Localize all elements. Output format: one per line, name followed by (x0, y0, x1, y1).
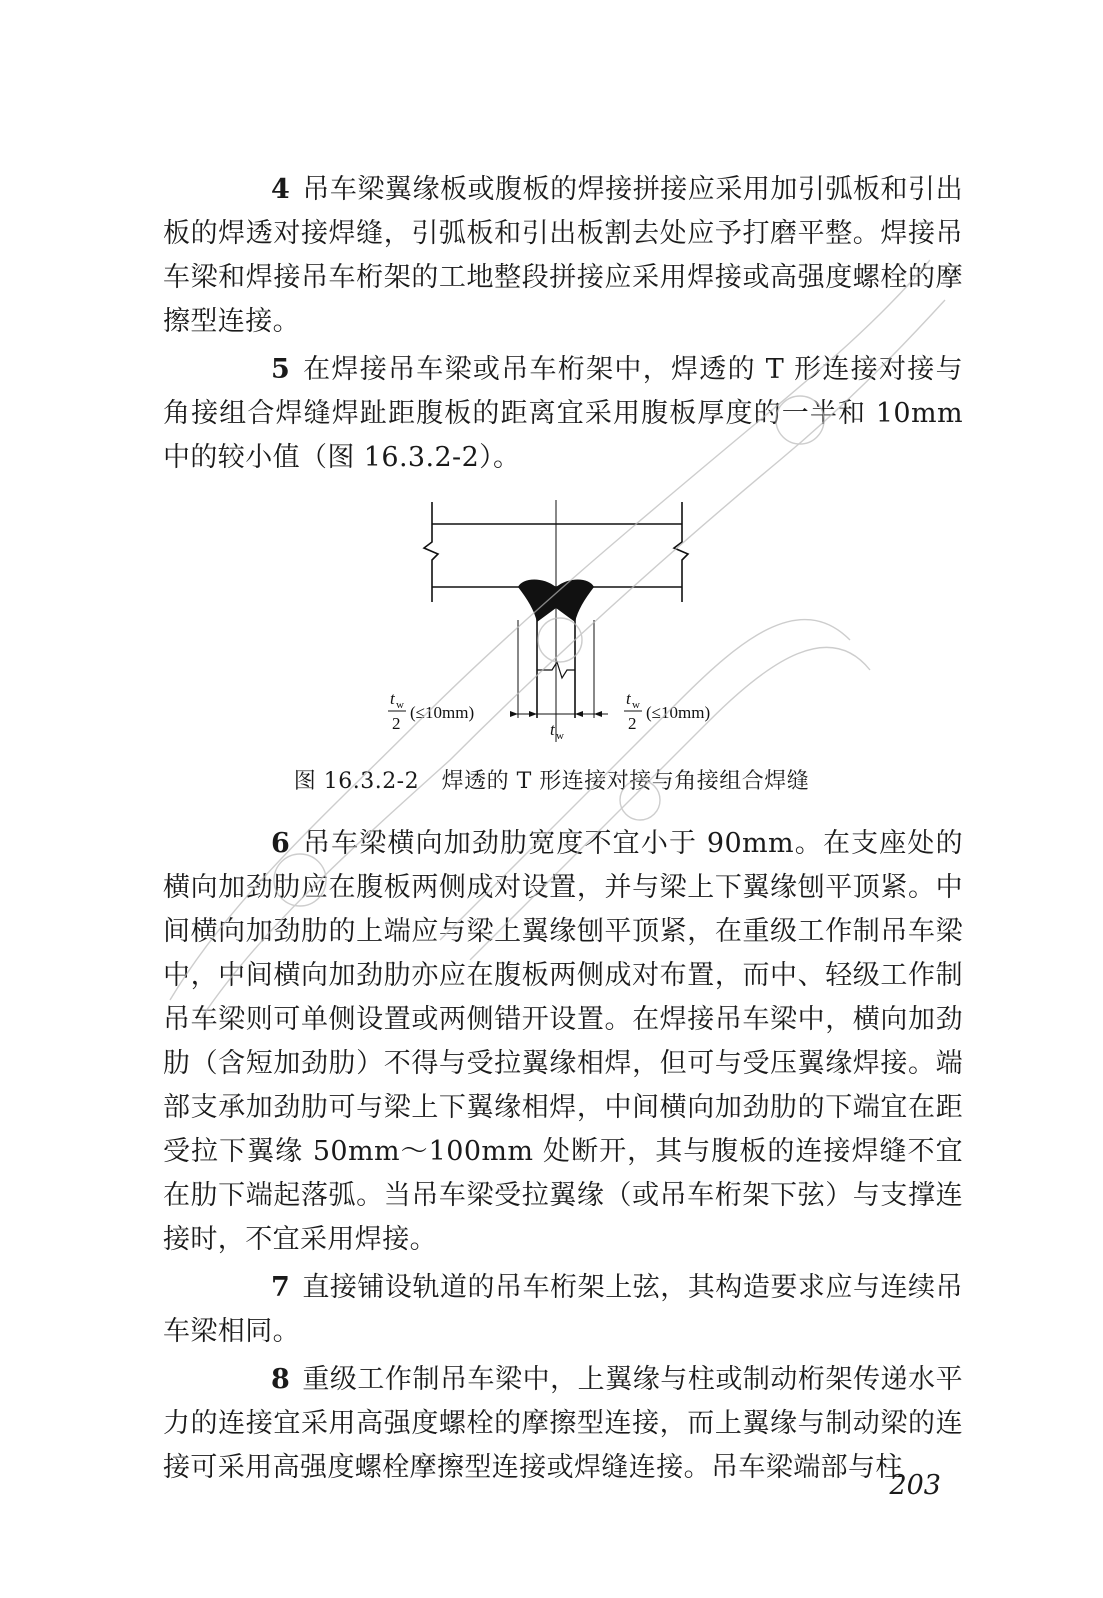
paragraph-text: 直接铺设轨道的吊车桁架上弦，其构造要求应与连续吊车梁相同。 (163, 1272, 963, 1347)
item-number: 6 (271, 828, 291, 859)
arrowhead (510, 711, 518, 717)
item-number: 8 (271, 1364, 291, 1395)
right-limit-note: (≤10mm) (646, 703, 711, 722)
upper-text-block (163, 168, 963, 484)
paragraph-7 (163, 1266, 963, 1354)
arrowhead (594, 711, 602, 717)
paragraph-text: 重级工作制吊车梁中，上翼缘与柱或制动桁架传递水平力的连接宜采用高强度螺栓的摩擦型连接，而上翼缘与制动梁的连接可采用高强度螺栓摩擦型连接或焊缝连接。吊车梁端部与柱 (163, 1364, 963, 1483)
paragraph-text: 吊车梁横向加劲肋宽度不宜小于 90mm。在支座处的横向加劲肋应在腹板两侧成对设置，并与梁上下翼缘刨平顶紧。中间横向加劲肋的上端应与梁上翼缘刨平顶紧，在重级工作制吊车梁中，中间横向加劲肋亦应在腹板两侧成对布置，而中、轻级工作制吊车梁则可单侧设置或两侧错开设置。在焊接吊车梁中，横向加劲肋（含短加劲肋）不得与受拉翼缘相焊，但可与受压翼缘焊接。端部支承加劲肋可与梁上下翼缘相焊，中间横向加劲肋的下端宜在距受拉下翼缘 50mm～100mm 处断开，其与腹板的连接焊缝不宜在肋下端起落弧。当吊车梁受拉翼缘（或吊车桁架下弦）与支撑连接时，不宜采用焊接。 (163, 828, 963, 1255)
right-denominator: 2 (628, 714, 637, 733)
left-tw-subscript: w (396, 699, 404, 711)
item-number: 7 (271, 1272, 291, 1303)
middle-tw-subscript: w (556, 730, 564, 742)
item-number: 4 (271, 174, 291, 205)
left-tw-symbol: t (390, 689, 395, 708)
left-denominator: 2 (392, 714, 401, 733)
middle-tw-symbol: t (550, 720, 555, 739)
page-number: 203 (889, 1470, 941, 1501)
item-number: 5 (271, 354, 291, 385)
arrowhead (529, 711, 537, 717)
paragraph-6 (163, 822, 963, 1262)
paragraph-8 (163, 1358, 963, 1490)
right-tw-subscript: w (632, 699, 640, 711)
paragraph-text: 吊车梁翼缘板或腹板的焊接拼接应采用加引弧板和引出板的焊透对接焊缝，引弧板和引出板割去处应予打磨平整。焊接吊车梁和焊接吊车桁架的工地整段拼接应采用焊接或高强度螺栓的摩擦型连接。 (163, 174, 963, 337)
left-limit-note: (≤10mm) (410, 703, 475, 722)
weld-detail-figure (372, 492, 752, 750)
paragraph-text: 在焊接吊车梁或吊车桁架中，焊透的 T 形连接对接与角接组合焊缝焊趾距腹板的距离宜采用腹板厚度的一半和 10mm 中的较小值（图 16.3.2-2）。 (163, 354, 963, 473)
paragraph-4 (163, 168, 963, 344)
right-tw-symbol: t (626, 689, 631, 708)
figure-caption: 图 16.3.2-2 焊透的 T 形连接对接与角接组合焊缝 (293, 769, 810, 794)
arrowhead (575, 711, 583, 717)
paragraph-5 (163, 348, 963, 480)
lower-text-block (163, 822, 963, 1494)
